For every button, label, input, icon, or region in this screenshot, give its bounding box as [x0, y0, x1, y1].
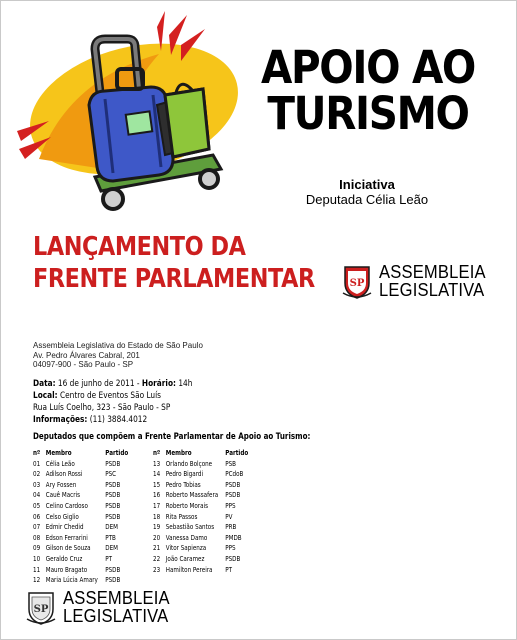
table-row — [153, 501, 251, 512]
assembly-logo — [341, 263, 495, 299]
table-row — [153, 459, 251, 470]
state-seal-icon — [25, 589, 57, 625]
place-label: Local: — [33, 391, 58, 401]
title-line-2: TURISMO — [267, 87, 469, 140]
date-value: 16 de junho de 2011 - — [57, 379, 140, 389]
table-header — [33, 448, 131, 459]
logo-line-1: ASSEMBLEIA — [63, 588, 170, 608]
member-party: PSB — [225, 459, 237, 468]
assembly-logo-text — [379, 263, 486, 299]
table-row — [33, 490, 131, 501]
member-name: Roberto Morais — [165, 501, 209, 510]
member-party: PSDB — [225, 554, 241, 563]
member-number: 22 — [153, 554, 161, 563]
info-label: Informações: — [33, 415, 88, 425]
logo-line-2: LEGISLATIVA — [63, 606, 169, 626]
member-number: 04 — [33, 491, 41, 500]
member-party: PT — [225, 565, 233, 574]
member-name: Vanessa Damo — [165, 533, 208, 542]
member-party: PSDB — [105, 459, 121, 468]
member-name: Orlando Bolçone — [165, 459, 213, 468]
member-number: 14 — [153, 470, 161, 479]
table-row — [153, 522, 251, 533]
member-number: 19 — [153, 523, 161, 532]
member-name: Célia Leão — [45, 459, 75, 468]
deputies-table-right — [153, 448, 251, 575]
member-name: Hamilton Pereira — [165, 565, 213, 574]
member-name: Celso Giglio — [45, 512, 79, 521]
table-row — [33, 543, 131, 554]
member-name: Mauro Bragato — [45, 565, 88, 574]
member-party: DEM — [105, 544, 118, 553]
member-party: PRB — [225, 523, 237, 532]
launch-heading — [33, 231, 315, 295]
member-party: PSDB — [225, 491, 241, 500]
deputies-table-left — [33, 448, 131, 586]
initiative-label: Iniciativa — [339, 177, 395, 192]
member-number: 02 — [33, 470, 41, 479]
place-value: Centro de Eventos São Luís — [59, 391, 162, 401]
member-party: PPS — [225, 501, 236, 510]
logo-line-2: LEGISLATIVA — [379, 280, 485, 300]
member-name: Edmir Chedid — [45, 523, 84, 532]
member-name: Adilson Rossi — [45, 470, 83, 479]
member-party: PPS — [225, 544, 236, 553]
member-number: 15 — [153, 480, 161, 489]
table-row — [33, 522, 131, 533]
member-number: 08 — [33, 533, 41, 542]
member-number: 13 — [153, 459, 161, 468]
member-party: DEM — [105, 523, 118, 532]
member-party: PTB — [105, 533, 116, 542]
header-party: Partido — [225, 449, 249, 457]
launch-line-2: FRENTE PARLAMENTAR — [33, 264, 315, 294]
table-row — [33, 501, 131, 512]
member-number: 18 — [153, 512, 161, 521]
page-title — [247, 41, 490, 140]
table-row — [33, 533, 131, 544]
address-block — [33, 341, 203, 370]
member-number: 01 — [33, 459, 41, 468]
member-name: Geraldo Cruz — [45, 554, 83, 563]
header-party: Partido — [105, 449, 129, 457]
initiative-name: Deputada Célia Leão — [305, 192, 429, 207]
info-value: (11) 3884.4012 — [89, 415, 148, 425]
member-number: 05 — [33, 501, 41, 510]
member-number: 12 — [33, 576, 41, 585]
header-member: Membro — [165, 449, 192, 457]
member-party: PSDB — [225, 480, 241, 489]
member-party: PSDB — [105, 501, 121, 510]
date-label: Data: — [33, 379, 56, 389]
member-party: PT — [105, 554, 113, 563]
title-line-1: APOIO AO — [260, 41, 476, 94]
header-num: nº — [153, 449, 161, 457]
table-row — [33, 554, 131, 565]
member-party: PMDB — [225, 533, 242, 542]
member-name: João Caramez — [165, 554, 205, 563]
table-row — [153, 512, 251, 523]
member-number: 03 — [33, 480, 41, 489]
table-row — [153, 533, 251, 544]
seal-text: SP — [349, 278, 365, 289]
table-header — [153, 448, 251, 459]
member-name: Vitor Sapienza — [165, 544, 207, 553]
info-line — [33, 414, 192, 426]
table-row — [33, 565, 131, 576]
table-row — [153, 469, 251, 480]
member-number: 06 — [33, 512, 41, 521]
assembly-logo-footer — [25, 589, 179, 625]
member-party: PCdoB — [225, 470, 244, 479]
member-number: 17 — [153, 501, 161, 510]
table-row — [33, 469, 131, 480]
member-party: PSDB — [105, 491, 121, 500]
member-name: Maria Lúcia Amary — [45, 576, 98, 585]
member-name: Roberto Massafera — [165, 491, 219, 500]
street-line: Rua Luís Coelho, 323 - São Paulo - SP — [33, 403, 171, 413]
member-name: Cauê Macris — [45, 491, 81, 500]
state-seal-icon — [341, 263, 373, 299]
event-details — [33, 378, 192, 426]
address-line-3: 04097-900 - São Paulo - SP — [33, 360, 134, 369]
initiative-block — [287, 177, 447, 207]
header-member: Membro — [45, 449, 72, 457]
member-number: 21 — [153, 544, 161, 553]
member-name: Pedro Tobias — [165, 480, 201, 489]
member-name: Pedro Bigardi — [165, 470, 204, 479]
logo-line-1: ASSEMBLEIA — [379, 262, 486, 282]
member-number: 20 — [153, 533, 161, 542]
address-line-1: Assembleia Legislativa do Estado de São Paulo — [33, 341, 203, 350]
table-row — [153, 543, 251, 554]
table-row — [33, 575, 131, 586]
header-num: nº — [33, 449, 41, 457]
time-label: Horário: — [141, 379, 176, 389]
table-row — [33, 480, 131, 491]
member-party: PSDB — [105, 565, 121, 574]
member-number: 11 — [33, 565, 41, 574]
member-number: 16 — [153, 491, 161, 500]
table-row — [153, 480, 251, 491]
launch-line-1: LANÇAMENTO DA — [33, 232, 246, 262]
time-value: 14h — [178, 379, 193, 389]
assembly-logo-text — [63, 589, 170, 625]
member-name: Ary Fossen — [45, 480, 77, 489]
seal-text: SP — [33, 604, 49, 615]
member-party: PSDB — [105, 512, 121, 521]
member-party: PSC — [105, 470, 117, 479]
member-name: Sebastião Santos — [165, 523, 215, 532]
luggage-cart-illustration — [9, 9, 241, 219]
member-number: 10 — [33, 554, 41, 563]
member-number: 23 — [153, 565, 161, 574]
member-number: 07 — [33, 523, 41, 532]
deputies-title: Deputados que compõem a Frente Parlamentar de Apoio ao Turismo: — [33, 432, 311, 442]
table-row — [153, 490, 251, 501]
member-party: PSDB — [105, 576, 121, 585]
table-row — [33, 459, 131, 470]
member-name: Edson Ferrarini — [45, 533, 88, 542]
address-line-2: Av. Pedro Álvares Cabral, 201 — [33, 350, 140, 360]
table-row — [153, 565, 251, 576]
date-line — [33, 378, 192, 390]
member-party: PSDB — [105, 480, 121, 489]
place-line — [33, 390, 192, 402]
member-name: Gilson de Souza — [45, 544, 91, 553]
table-row — [33, 512, 131, 523]
member-party: PV — [225, 512, 233, 521]
table-row — [153, 554, 251, 565]
member-name: Celino Cardoso — [45, 501, 88, 510]
member-number: 09 — [33, 544, 41, 553]
member-name: Rita Passos — [165, 512, 198, 521]
